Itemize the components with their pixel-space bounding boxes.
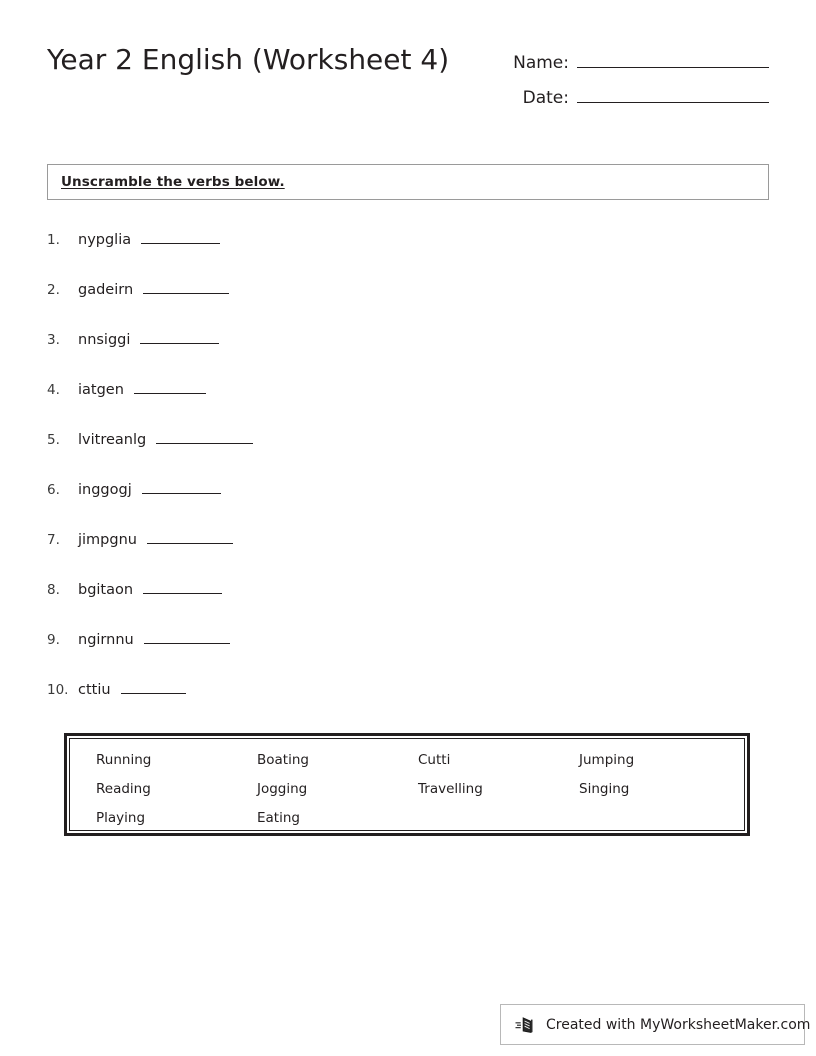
question-row [47, 579, 769, 629]
worksheet-maker-logo-icon [515, 1014, 537, 1036]
word-bank-word[interactable]: Jumping [579, 752, 635, 768]
word-bank-box [64, 733, 750, 836]
question-number: 4. [47, 382, 60, 398]
page-title: Year 2 English (Worksheet 4) [47, 43, 450, 76]
question-row [47, 279, 769, 329]
instruction-text: Unscramble the verbs below. [61, 174, 285, 190]
word-bank-word[interactable]: Cutti [418, 752, 451, 768]
question-number: 8. [47, 582, 60, 598]
instruction-box [47, 164, 769, 200]
question-row [47, 429, 769, 479]
name-input-line[interactable] [577, 47, 769, 68]
footer-text: Created with MyWorksheetMaker.com [546, 1016, 811, 1033]
answer-blank[interactable] [140, 329, 219, 344]
question-number: 2. [47, 282, 60, 298]
answer-blank[interactable] [147, 529, 233, 544]
footer-badge[interactable] [500, 1004, 811, 1045]
scrambled-word: inggogj [78, 482, 132, 498]
word-bank-row [96, 810, 744, 839]
question-number: 1. [47, 232, 60, 248]
scrambled-word: cttiu [78, 682, 111, 698]
word-bank-word[interactable]: Jogging [257, 781, 308, 797]
scrambled-word: nnsiggi [78, 332, 131, 348]
question-row [47, 679, 769, 729]
word-bank-row [96, 781, 744, 810]
word-bank-word[interactable]: Singing [579, 781, 630, 797]
answer-blank[interactable] [134, 379, 206, 394]
word-bank-word[interactable]: Eating [257, 810, 300, 826]
answer-blank[interactable] [144, 629, 230, 644]
question-row [47, 379, 769, 429]
question-row [47, 529, 769, 579]
name-date-block [507, 47, 769, 117]
word-bank-word[interactable]: Running [96, 752, 152, 768]
word-bank-word[interactable]: Playing [96, 810, 146, 826]
scrambled-word: gadeirn [78, 282, 134, 298]
date-input-line[interactable] [577, 82, 769, 103]
answer-blank[interactable] [121, 679, 186, 694]
word-bank-word[interactable]: Boating [257, 752, 309, 768]
question-list [47, 229, 769, 729]
word-bank-grid [69, 738, 745, 831]
scrambled-word: iatgen [78, 382, 124, 398]
question-row [47, 329, 769, 379]
answer-blank[interactable] [142, 479, 221, 494]
question-number: 9. [47, 632, 60, 648]
word-bank-word[interactable]: Reading [96, 781, 151, 797]
question-number: 6. [47, 482, 60, 498]
scrambled-word: jimpgnu [78, 532, 137, 548]
scrambled-word: lvitreanlg [78, 432, 147, 448]
answer-blank[interactable] [141, 229, 220, 244]
worksheet-header [47, 40, 769, 117]
question-row [47, 629, 769, 679]
answer-blank[interactable] [143, 579, 222, 594]
scrambled-word: nypglia [78, 232, 132, 248]
question-number: 10. [47, 682, 69, 698]
question-row [47, 479, 769, 529]
answer-blank[interactable] [143, 279, 229, 294]
scrambled-word: bgitaon [78, 582, 134, 598]
word-bank-word[interactable]: Travelling [418, 781, 483, 797]
name-label: Name: [513, 53, 569, 73]
scrambled-word: ngirnnu [78, 632, 134, 648]
date-row [507, 82, 769, 117]
word-bank-row [96, 752, 744, 781]
date-label: Date: [522, 88, 569, 108]
question-number: 5. [47, 432, 60, 448]
question-row [47, 229, 769, 279]
question-number: 7. [47, 532, 60, 548]
answer-blank[interactable] [156, 429, 253, 444]
question-number: 3. [47, 332, 60, 348]
name-row [507, 47, 769, 82]
